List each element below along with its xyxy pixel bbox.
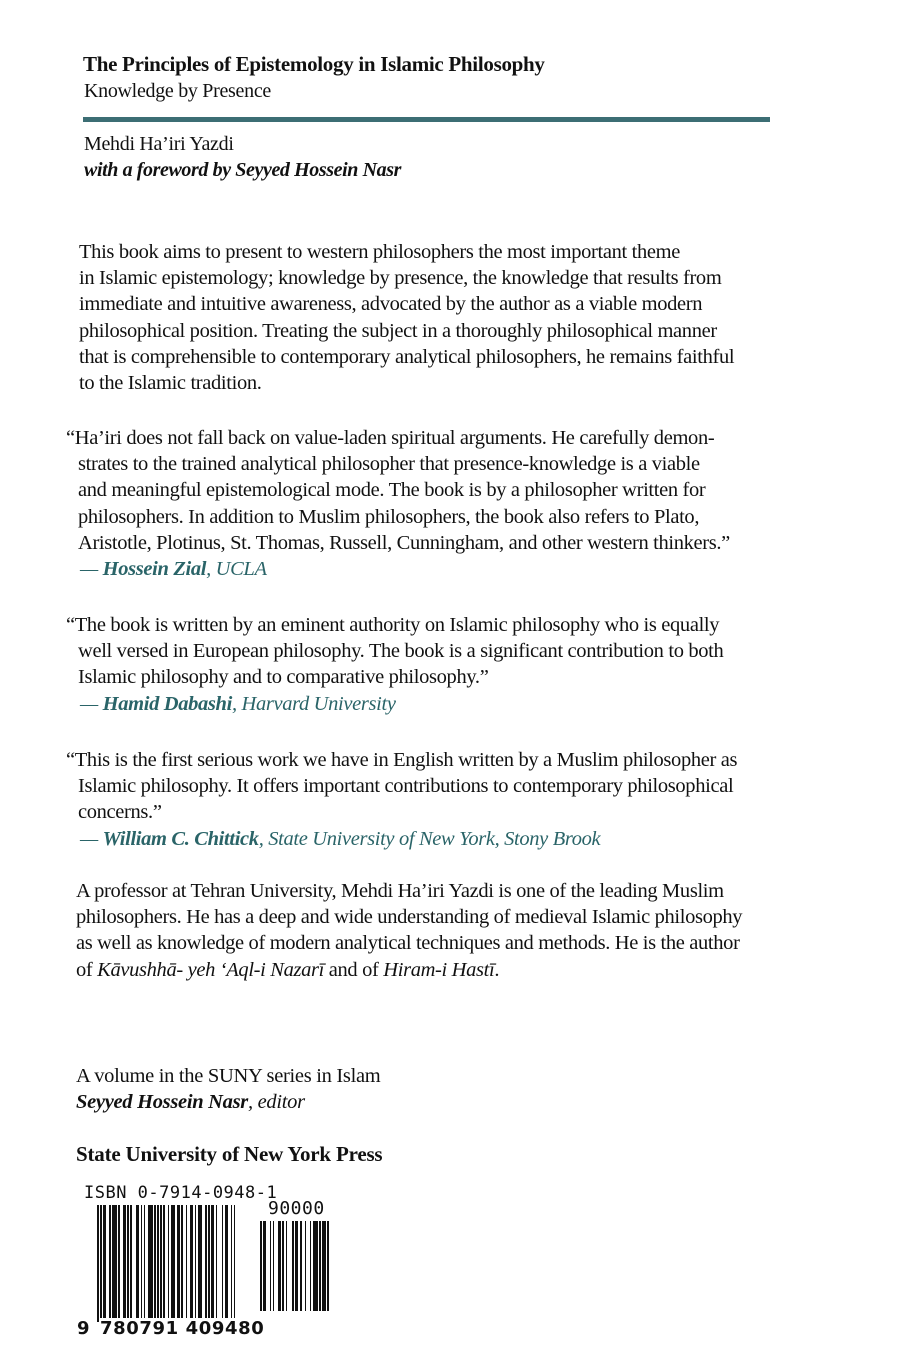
barcode-bar bbox=[195, 1205, 197, 1322]
quote-attribution bbox=[66, 826, 737, 852]
quote-line: “This is the first serious work we have in English written by a Muslim philosopher as bbox=[66, 749, 738, 771]
barcode-bar bbox=[278, 1221, 281, 1311]
book-title: The Principles of Epistemology in Islamic Philosophy bbox=[83, 52, 545, 76]
series-editor-name: Seyyed Hossein Nasr bbox=[76, 1091, 248, 1113]
barcode-bar bbox=[273, 1221, 275, 1311]
barcode-bar bbox=[286, 1221, 288, 1311]
barcode-bar bbox=[127, 1205, 129, 1322]
barcode-bar bbox=[282, 1221, 284, 1311]
series-info bbox=[76, 1063, 380, 1115]
barcode-bar bbox=[144, 1205, 146, 1322]
barcode-bar bbox=[211, 1205, 214, 1322]
barcode-bar bbox=[295, 1221, 298, 1311]
author-name: Mehdi Ha’iri Yazdi bbox=[84, 133, 234, 155]
bio-line bbox=[76, 957, 742, 983]
barcode-bar bbox=[103, 1205, 106, 1322]
attribution-dash: — bbox=[80, 827, 103, 850]
barcode-bar bbox=[190, 1205, 193, 1322]
isbn-label: ISBN 0-7914-0948-1 bbox=[84, 1183, 278, 1203]
author-bio bbox=[76, 878, 742, 983]
header-rule bbox=[83, 117, 770, 122]
barcode-bar bbox=[186, 1205, 188, 1322]
quote-line: well versed in European philosophy. The book is a significant contribution to both bbox=[78, 640, 724, 663]
barcode-bar bbox=[322, 1221, 325, 1311]
barcode-bar bbox=[216, 1205, 218, 1322]
foreword-credit: with a foreword by Seyyed Hossein Nasr bbox=[84, 159, 402, 181]
barcode-bar bbox=[198, 1205, 203, 1322]
bio-line: philosophers. He has a deep and wide understanding of medieval Islamic philosophy bbox=[76, 906, 743, 929]
barcode-bar bbox=[177, 1205, 180, 1322]
quote-line: “Ha’iri does not fall back on value-laden spiritual arguments. He carefully demon- bbox=[66, 427, 715, 449]
review-quote-2 bbox=[66, 612, 723, 717]
barcode-bar bbox=[260, 1221, 262, 1311]
barcode-bar bbox=[319, 1221, 321, 1311]
quote-line: philosophers. In addition to Muslim philosophers, the book also refers to Plato, bbox=[78, 505, 700, 528]
barcode-bar bbox=[100, 1205, 102, 1322]
publisher-name: State University of New York Press bbox=[76, 1142, 383, 1166]
bio-text: and of bbox=[324, 958, 384, 981]
barcode-bar bbox=[154, 1205, 156, 1322]
barcode-bar bbox=[163, 1205, 165, 1322]
attribution-affiliation: , Harvard University bbox=[231, 692, 396, 715]
barcode-bar bbox=[234, 1205, 236, 1322]
description-line: philosophical position. Treating the subject in a thoroughly philosophical manner bbox=[79, 319, 717, 342]
description-line: to the Islamic tradition. bbox=[79, 372, 262, 395]
book-subtitle: Knowledge by Presence bbox=[84, 80, 271, 102]
barcode-bar bbox=[225, 1205, 228, 1322]
attribution-name: Hamid Dabashi bbox=[102, 692, 232, 715]
description-line: in Islamic epistemology; knowledge by presence, the knowledge that results from bbox=[79, 267, 722, 290]
attribution-affiliation: , State University of New York, Stony Brook bbox=[258, 827, 601, 850]
barcode-bar bbox=[327, 1221, 329, 1311]
barcode-bar bbox=[141, 1205, 143, 1322]
ean-digits: 780791 409480 bbox=[100, 1318, 265, 1339]
quote-line: and meaningful epistemological mode. The book is by a philosopher written for bbox=[78, 479, 706, 502]
barcode-addon bbox=[260, 1221, 337, 1311]
barcode-bar bbox=[118, 1205, 120, 1322]
barcode-bar bbox=[97, 1205, 99, 1322]
description-line: immediate and intuitive awareness, advocated by the author as a viable modern bbox=[79, 293, 703, 316]
barcode-bar bbox=[112, 1205, 117, 1322]
bio-line: as well as knowledge of modern analytical techniques and methods. He is the author bbox=[76, 932, 740, 955]
bio-text: of bbox=[76, 958, 98, 981]
barcode-bar bbox=[313, 1221, 318, 1311]
description-line: This book aims to present to western philosophers the most important theme bbox=[79, 241, 680, 263]
barcode-main bbox=[97, 1205, 245, 1322]
review-quote-3 bbox=[66, 747, 737, 852]
barcode-bar bbox=[305, 1221, 307, 1311]
barcode-bar bbox=[208, 1205, 210, 1322]
series-editor bbox=[76, 1089, 380, 1115]
barcode-bar bbox=[263, 1221, 266, 1311]
barcode-bar bbox=[205, 1205, 207, 1322]
attribution-dash: — bbox=[80, 558, 103, 581]
quote-line: Aristotle, Plotinus, St. Thomas, Russell, Cunningham, and other western thinkers.” bbox=[78, 531, 730, 554]
barcode-bar bbox=[300, 1221, 302, 1311]
quote-line: strates to the trained analytical philosopher that presence-knowledge is a viable bbox=[78, 453, 700, 476]
description-line: that is comprehensible to contemporary analytical philosophers, he remains faithful bbox=[79, 345, 735, 368]
attribution-name: Hossein Zial bbox=[102, 558, 207, 581]
quote-line: Islamic philosophy. It offers important contributions to contemporary philosophical bbox=[78, 775, 734, 798]
barcode-bar bbox=[310, 1221, 312, 1311]
barcode-bar bbox=[157, 1205, 159, 1322]
quote-line: “The book is written by an eminent authority on Islamic philosophy who is equally bbox=[66, 614, 720, 636]
attribution-dash: — bbox=[80, 692, 103, 715]
book-description bbox=[79, 239, 734, 396]
barcode-bar bbox=[130, 1205, 132, 1322]
barcode-bar bbox=[292, 1221, 294, 1311]
barcode-bar bbox=[136, 1205, 139, 1322]
bio-text: . bbox=[494, 958, 500, 981]
barcode-bar bbox=[168, 1205, 170, 1322]
quote-attribution bbox=[66, 556, 730, 582]
quote-line: Islamic philosophy and to comparative philosophy.” bbox=[78, 666, 489, 689]
barcode-bar bbox=[160, 1205, 162, 1322]
bio-work-title: Kāvushhā- yeh ‘Aql-i Nazarī bbox=[97, 958, 324, 981]
barcode-addon-number: 90000 bbox=[268, 1198, 325, 1219]
barcode-bar bbox=[109, 1205, 111, 1322]
barcode-bar bbox=[222, 1205, 224, 1322]
review-quote-1 bbox=[66, 425, 730, 582]
quote-line: concerns.” bbox=[78, 801, 162, 824]
quote-attribution bbox=[66, 691, 723, 717]
barcode-bar bbox=[270, 1221, 272, 1311]
series-line: A volume in the SUNY series in Islam bbox=[76, 1065, 381, 1087]
bio-line: A professor at Tehran University, Mehdi Ha’iri Yazdi is one of the leading Muslim bbox=[76, 880, 724, 902]
ean-first-digit: 9 bbox=[77, 1318, 90, 1339]
barcode-bar bbox=[231, 1205, 233, 1322]
barcode-bar bbox=[148, 1205, 153, 1322]
bio-work-title: Hiram-i Hastī bbox=[383, 958, 495, 981]
attribution-name: William C. Chittick bbox=[102, 827, 259, 850]
barcode-bar bbox=[181, 1205, 183, 1322]
series-editor-role: , editor bbox=[247, 1091, 305, 1113]
barcode-bar bbox=[171, 1205, 176, 1322]
attribution-affiliation: , UCLA bbox=[206, 558, 267, 581]
barcode-bar bbox=[123, 1205, 126, 1322]
